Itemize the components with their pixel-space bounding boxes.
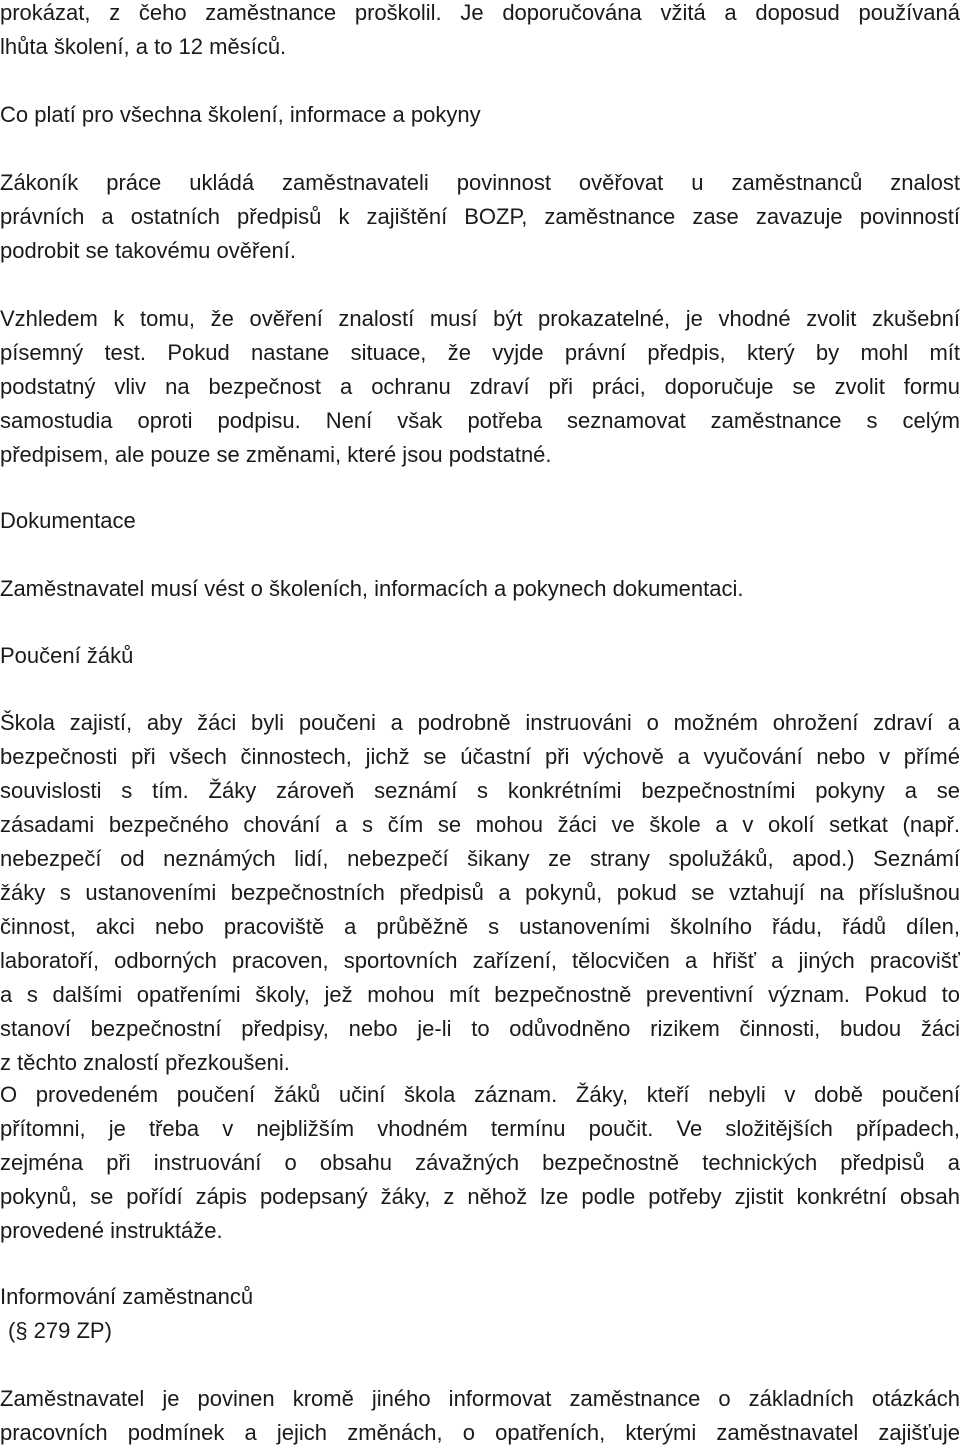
section-heading-pupils: Poučení žáků [0, 643, 134, 668]
paragraph-line: laboratoří, odborných pracoven, sportovních zařízení, tělocvičen a hřišť a jiných pracovišť [0, 948, 960, 973]
paragraph-line: pokynů, se pořídí zápis podepsaný žáky, z něhož lze podle potřeby zjistit konkrétní obsah [0, 1184, 960, 1209]
paragraph-line: z těchto znalostí přezkoušeni. [0, 1050, 290, 1075]
paragraph-line: přítomni, je třeba v nejbližším vhodném termínu poučit. Ve složitějších případech, [0, 1116, 960, 1141]
paragraph-line: Zákoník práce ukládá zaměstnavateli povinnost ověřovat u zaměstnanců znalost [0, 170, 960, 195]
paragraph-line: a s dalšími opatřeními školy, jež mohou mít bezpečnostně preventivní význam. Pokud to [0, 982, 960, 1007]
paragraph-line: stanoví bezpečnostní předpisy, nebo je-li to odůvodněno rizikem činnosti, budou žáci [0, 1016, 960, 1041]
paragraph-line: Zaměstnavatel je povinen kromě jiného informovat zaměstnance o základních otázkách [0, 1386, 960, 1411]
paragraph-line: Vzhledem k tomu, že ověření znalostí musí být prokazatelné, je vhodné zvolit zkušební [0, 306, 960, 331]
paragraph-line: právních a ostatních předpisů k zajištění BOZP, zaměstnance zase zavazuje povinností [0, 204, 960, 229]
intro-line: prokázat, z čeho zaměstnance proškolil. Je doporučována vžitá a doposud používaná [0, 0, 960, 25]
paragraph-line: bezpečnosti při všech činnostech, jichž se účastní při výchově a vyučování nebo v přímé [0, 744, 960, 769]
paragraph-line: podstatný vliv na bezpečnost a ochranu zdraví při práci, doporučuje se zvolit formu [0, 374, 960, 399]
paragraph-line: samostudia oproti podpisu. Není však potřeba seznamovat zaměstnance s celým [0, 408, 960, 433]
section-heading-general: Co platí pro všechna školení, informace a pokyny [0, 102, 481, 127]
paragraph-line: O provedeném poučení žáků učiní škola záznam. Žáky, kteří nebyli v době poučení [0, 1082, 960, 1107]
paragraph-line: Škola zajistí, aby žáci byli poučeni a podrobně instruováni o možném ohrožení zdraví a [0, 710, 960, 735]
paragraph-line: předpisem, ale pouze se změnami, které jsou podstatné. [0, 442, 552, 467]
legal-reference: (§ 279 ZP) [8, 1318, 112, 1343]
section-heading-employee-info: Informování zaměstnanců [0, 1284, 254, 1309]
intro-line: lhůta školení, a to 12 měsíců. [0, 34, 287, 59]
paragraph-line: činnost, akci nebo pracoviště a průběžně s ustanoveními školního řádu, řádů dílen, [0, 914, 960, 939]
paragraph-line: zásadami bezpečného chování a s čím se mohou žáci ve škole a v okolí setkat (např. [0, 812, 960, 837]
paragraph-line: pracovních podmínek a jejich změnách, o opatřeních, kterými zaměstnavatel zajišťuje [0, 1420, 960, 1445]
paragraph-line: Zaměstnavatel musí vést o školeních, informacích a pokynech dokumentaci. [0, 576, 744, 601]
paragraph-line: provedené instruktáže. [0, 1218, 223, 1243]
paragraph-line: souvislosti s tím. Žáky zároveň seznámí s konkrétními bezpečnostními pokyny a se [0, 778, 960, 803]
paragraph-line: zejména při instruování o obsahu závažných bezpečnostně technických předpisů a [0, 1150, 960, 1175]
paragraph-line: písemný test. Pokud nastane situace, že vyjde právní předpis, který by mohl mít [0, 340, 960, 365]
section-heading-documentation: Dokumentace [0, 508, 136, 533]
paragraph-line: nebezpečí od neznámých lidí, nebezpečí šikany ze strany spolužáků, apod.) Seznámí [0, 846, 960, 871]
paragraph-line: žáky s ustanoveními bezpečnostních předpisů a pokynů, pokud se vztahují na příslušnou [0, 880, 960, 905]
paragraph-line: podrobit se takovému ověření. [0, 238, 296, 263]
